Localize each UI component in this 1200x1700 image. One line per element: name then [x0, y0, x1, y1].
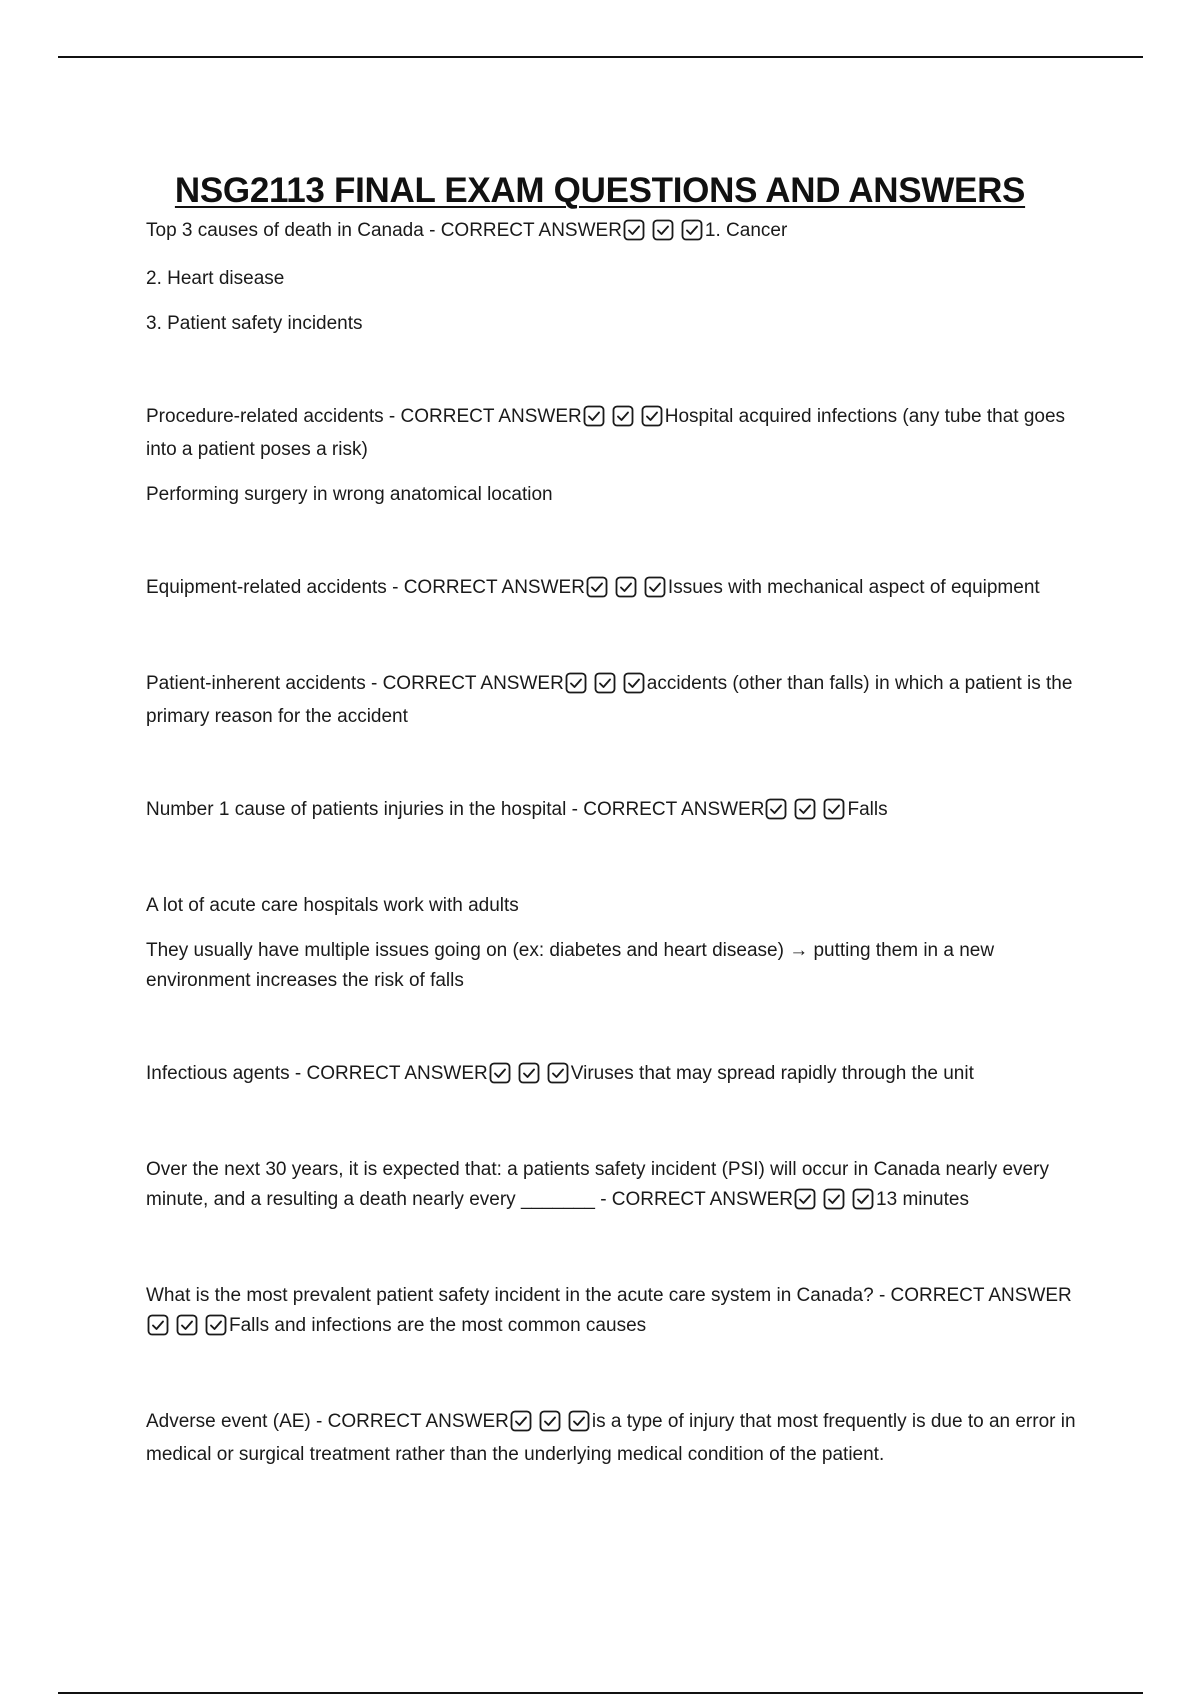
check-box-icon [594, 672, 616, 694]
qa-question-line [146, 573, 1096, 606]
check-marks [765, 798, 847, 828]
qa-question-line [146, 1155, 1096, 1218]
answer-text: Falls [847, 799, 888, 820]
check-box-icon [681, 219, 703, 241]
check-box-icon [623, 672, 645, 694]
check-box-icon [176, 1314, 198, 1336]
question-text: Adverse event (AE) - CORRECT ANSWER [146, 1411, 509, 1432]
answer-text: is a type of injury that most frequently is due to an error in medical or surgical treatment rather than the underlying medical condition of the patient. [146, 1411, 1076, 1465]
check-box-icon [583, 405, 605, 427]
question-text: Top 3 causes of death in Canada - CORRECT ANSWER [146, 220, 622, 241]
qa-question-line [146, 795, 1096, 828]
check-marks [583, 405, 665, 435]
qa-question-line [146, 216, 1096, 249]
answer-text: 1. Cancer [704, 220, 788, 241]
qa-entry [146, 891, 1096, 996]
check-box-icon [539, 1410, 561, 1432]
question-text: Over the next 30 years, it is expected that: a patients safety incident (PSI) will occur in Canada nearly every minute, and a resulting a death nearly every _______ - CORRECT ANSWER [146, 1159, 1049, 1210]
qa-entry [146, 669, 1096, 732]
answer-text: 13 minutes [876, 1189, 969, 1210]
qa-entry [146, 1407, 1096, 1470]
answer-detail-line: A lot of acute care hospitals work with adults [146, 895, 519, 916]
check-box-icon [765, 798, 787, 820]
check-marks [623, 219, 705, 249]
check-marks [489, 1062, 571, 1092]
check-box-icon [852, 1188, 874, 1210]
answer-text: Falls and infections are the most common causes [229, 1315, 647, 1336]
qa-entry [146, 573, 1096, 606]
question-text: Equipment-related accidents - CORRECT ANSWER [146, 577, 585, 598]
qa-entry [146, 1059, 1096, 1092]
top-rule [58, 56, 1143, 58]
check-box-icon [615, 576, 637, 598]
check-box-icon [823, 798, 845, 820]
qa-entry [146, 216, 1096, 339]
check-box-icon [644, 576, 666, 598]
qa-entry [146, 402, 1096, 510]
check-box-icon [489, 1062, 511, 1084]
answer-text: Viruses that may spread rapidly through the unit [570, 1063, 974, 1084]
qa-question-line [146, 1407, 1096, 1470]
check-marks [794, 1188, 876, 1218]
answer-text: Hospital acquired infections (any tube that goes into a patient poses a risk) [146, 406, 1066, 460]
question-text: Patient-inherent accidents - CORRECT ANSWER [146, 673, 564, 694]
check-box-icon [623, 219, 645, 241]
check-box-icon [547, 1062, 569, 1084]
question-text: Procedure-related accidents - CORRECT ANSWER [146, 406, 582, 427]
answer-detail-line: 3. Patient safety incidents [146, 313, 363, 334]
answer-detail-line: They usually have multiple issues going on (ex: diabetes and heart disease) → putting them in a new environment increases the risk of falls [146, 940, 995, 991]
qa-question-line [146, 1281, 1096, 1344]
bottom-rule [58, 1692, 1143, 1694]
check-marks [586, 576, 668, 606]
check-box-icon [518, 1062, 540, 1084]
check-box-icon [612, 405, 634, 427]
question-text: Infectious agents - CORRECT ANSWER [146, 1063, 488, 1084]
check-box-icon [147, 1314, 169, 1336]
check-marks [147, 1314, 229, 1344]
check-box-icon [794, 1188, 816, 1210]
check-box-icon [568, 1410, 590, 1432]
qa-entry [146, 1155, 1096, 1218]
check-box-icon [510, 1410, 532, 1432]
qa-entry [146, 795, 1096, 828]
check-box-icon [565, 672, 587, 694]
qa-list [146, 216, 1096, 1470]
check-box-icon [205, 1314, 227, 1336]
qa-question-line [146, 669, 1096, 732]
check-box-icon [823, 1188, 845, 1210]
answer-detail-line: 2. Heart disease [146, 268, 285, 289]
question-text: Number 1 cause of patients injuries in the hospital - CORRECT ANSWER [146, 799, 765, 820]
check-box-icon [652, 219, 674, 241]
qa-entry [146, 1281, 1096, 1344]
answer-text: Issues with mechanical aspect of equipment [667, 577, 1040, 598]
qa-question-line [146, 402, 1096, 465]
check-box-icon [641, 405, 663, 427]
question-text: What is the most prevalent patient safety incident in the acute care system in Canada? - CORRECT ANSWER [146, 1285, 1072, 1306]
document-title: NSG2113 FINAL EXAM QUESTIONS AND ANSWERS [174, 171, 1026, 211]
check-box-icon [586, 576, 608, 598]
qa-question-line [146, 1059, 1096, 1092]
check-marks [565, 672, 647, 702]
check-marks [510, 1410, 592, 1440]
answer-detail-line: Performing surgery in wrong anatomical location [146, 484, 553, 505]
answer-text: accidents (other than falls) in which a patient is the primary reason for the accident [146, 673, 1073, 727]
check-box-icon [794, 798, 816, 820]
